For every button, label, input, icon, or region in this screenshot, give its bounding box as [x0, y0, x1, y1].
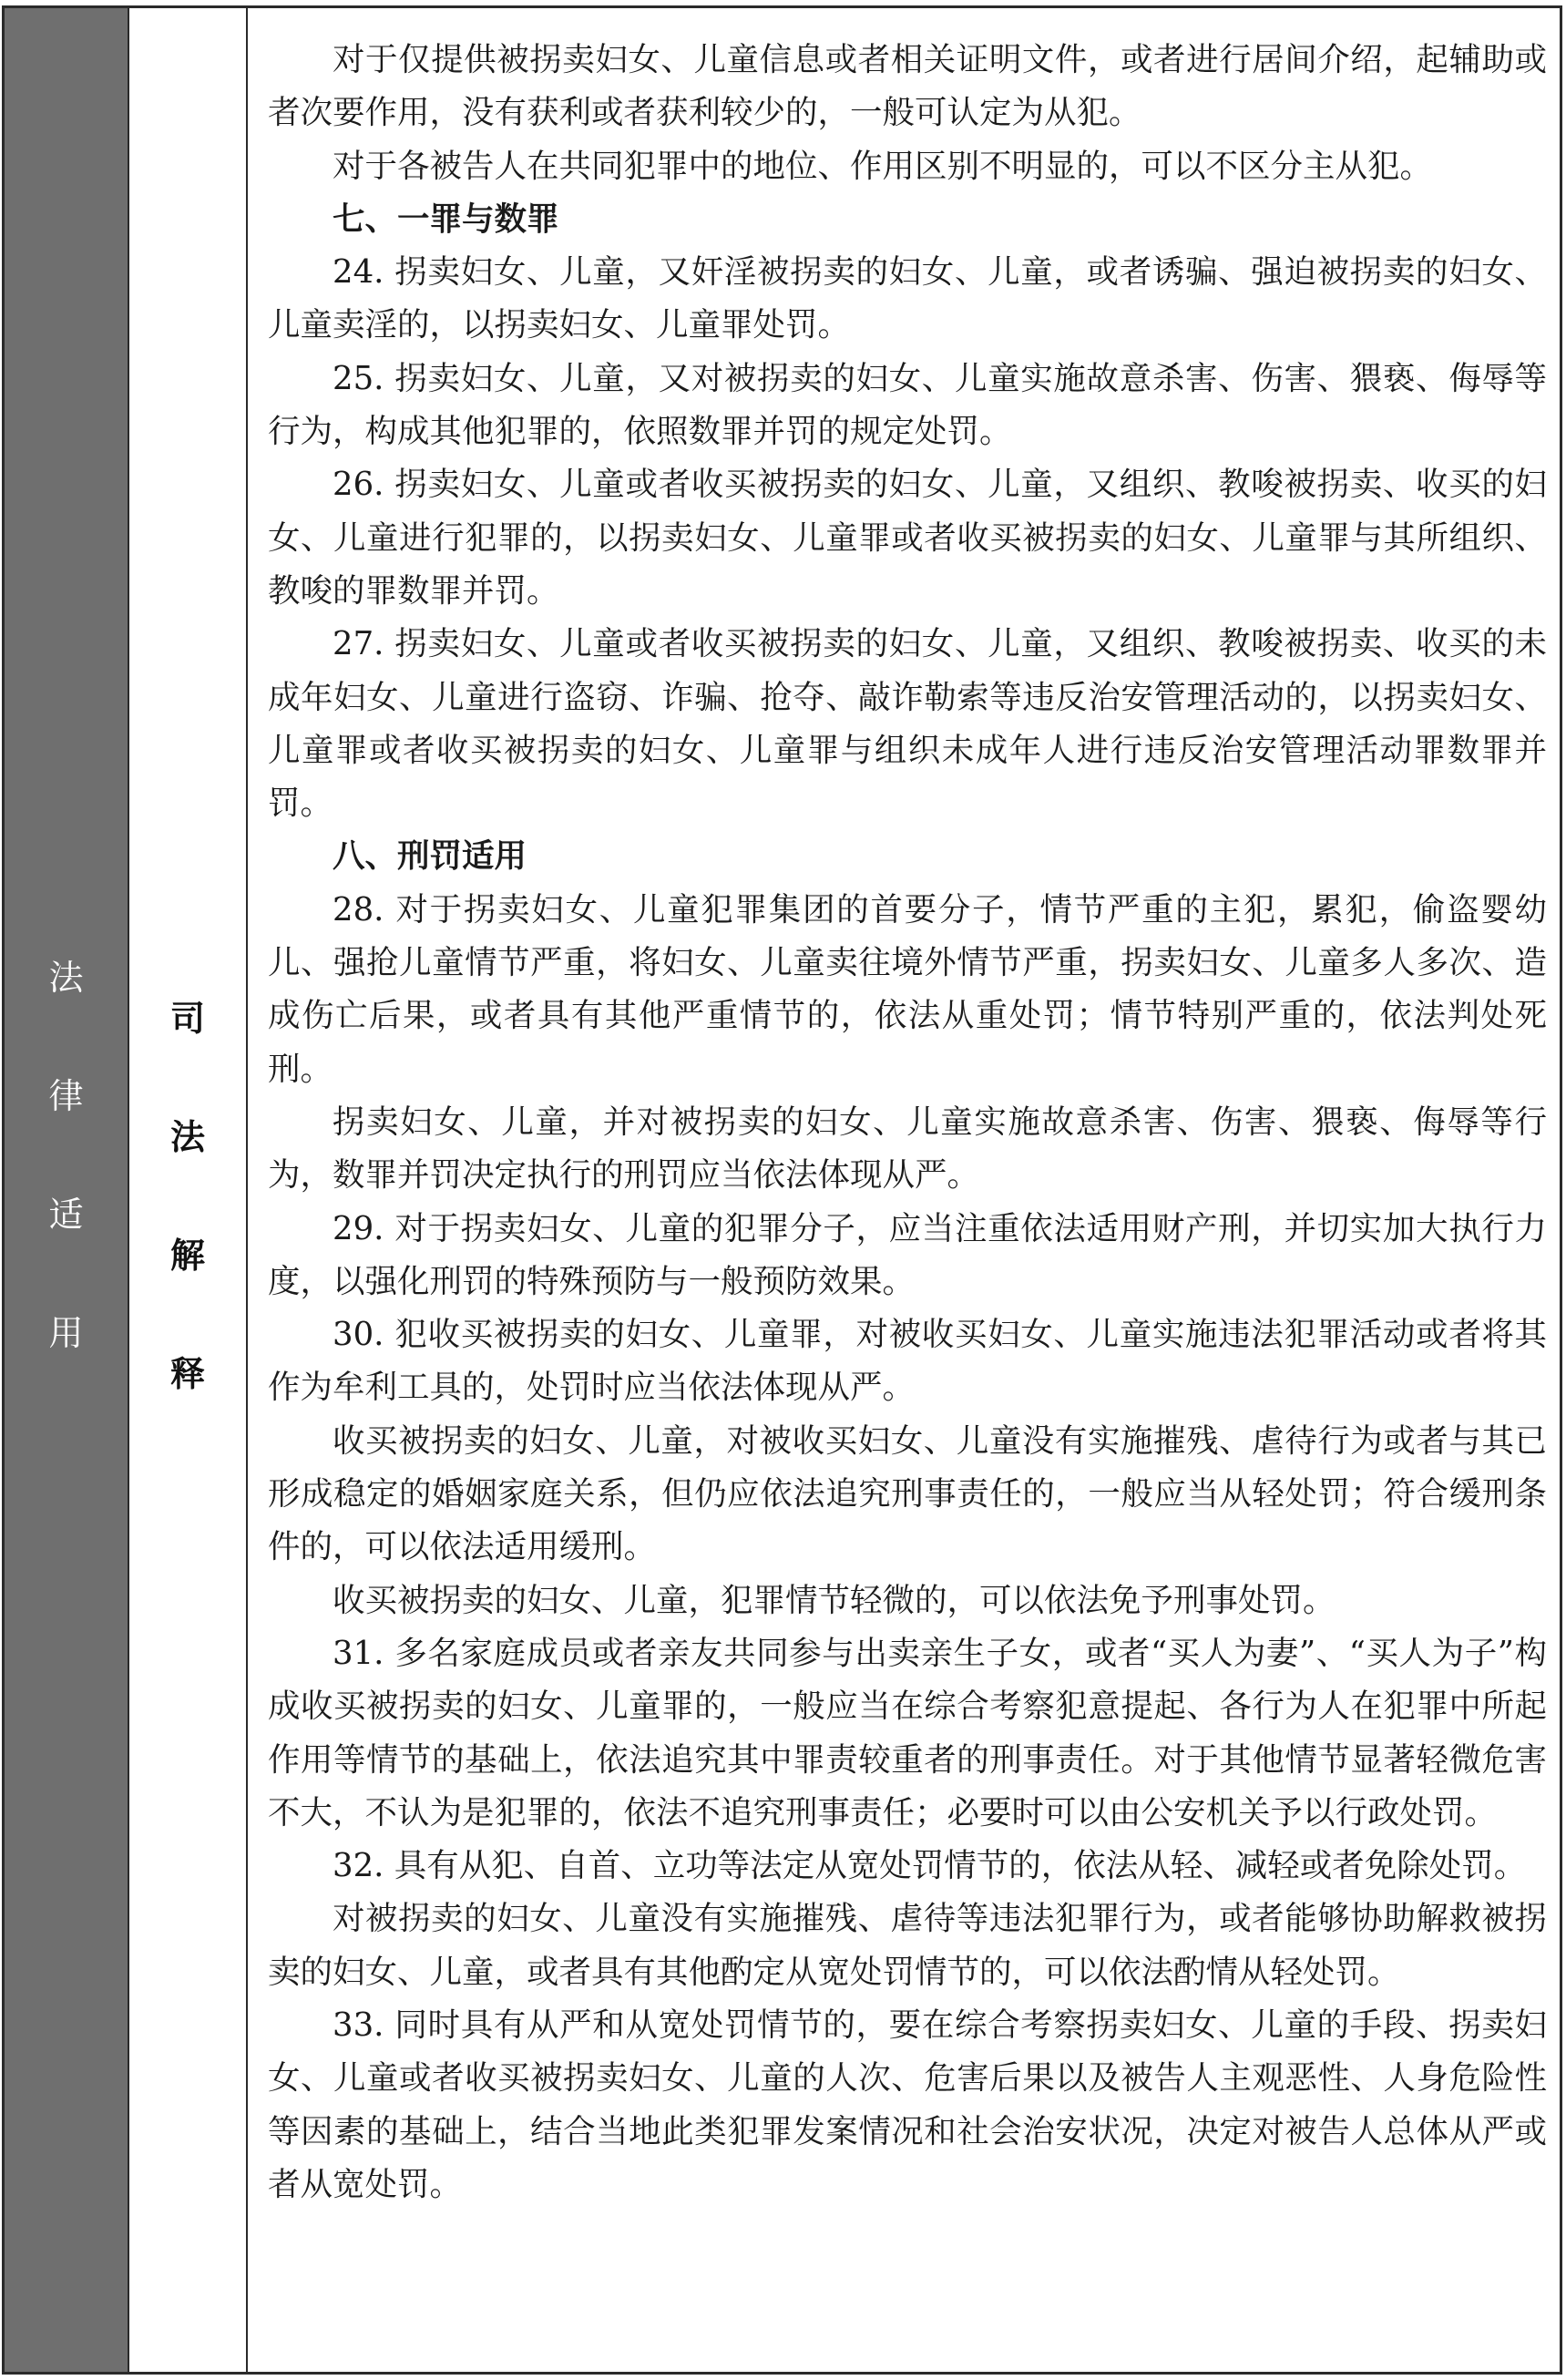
- category-char: 适: [48, 1195, 84, 1235]
- paragraph: 31. 多名家庭成员或者亲友共同参与出卖亲生子女，或者“买人为妻”、“买人为子”构成收买被拐卖的妇女、儿童罪的，一般应当在综合考察犯意提起、各行为人在犯罪中所起作用等情节的基础上，依法追究其中罪责较重者的刑事责任。对于其他情节显著轻微危害不大，不认为是犯罪的，依法不追究刑事责任；必要时可以由公安机关予以行政处罚。: [268, 1634, 1547, 1831]
- paragraph: 33. 同时具有从严和从宽处罚情节的，要在综合考察拐卖妇女、儿童的手段、拐卖妇女、儿童或者收买被拐卖妇女、儿童的人次、危害后果以及被告人主观恶性、人身危险性等因素的基础上，结合当地此类犯罪发案情况和社会治安状况，决定对被告人总体从严或者从宽处罚。: [268, 2006, 1547, 2203]
- section-heading: 八、刑罚适用: [333, 837, 527, 876]
- subcategory-char: 法: [169, 1116, 205, 1157]
- paragraph: 对被拐卖的妇女、儿童没有实施摧残、虐待等违法犯罪行为，或者能够协助解救被拐卖的妇女、儿童，或者具有其他酌定从宽处罚情节的，可以依法酌情从轻处罚。: [268, 1900, 1547, 1991]
- paragraph: 32. 具有从犯、自首、立功等法定从宽处罚情节的，依法从轻、减轻或者免除处罚。: [333, 1847, 1527, 1885]
- paragraph: 30. 犯收买被拐卖的妇女、儿童罪，对被收买妇女、儿童实施违法犯罪活动或者将其作为牟利工具的，处罚时应当依法体现从严。: [268, 1316, 1547, 1407]
- paragraph: 对于仅提供被拐卖妇女、儿童信息或者相关证明文件，或者进行居间介绍，起辅助或者次要作用，没有获利或者获利较少的，一般可认定为从犯。: [268, 41, 1547, 132]
- document-table: [2, 5, 1562, 2375]
- paragraph: 拐卖妇女、儿童，并对被拐卖的妇女、儿童实施故意杀害、伤害、猥亵、侮辱等行为，数罪并罚决定执行的刑罚应当依法体现从严。: [268, 1103, 1547, 1195]
- category-char: 律: [48, 1076, 84, 1116]
- paragraph: 25. 拐卖妇女、儿童，又对被拐卖的妇女、儿童实施故意杀害、伤害、猥亵、侮辱等行为，构成其他犯罪的，依照数罪并罚的规定处罚。: [268, 359, 1547, 451]
- paragraph: 对于各被告人在共同犯罪中的地位、作用区别不明显的，可以不区分主从犯。: [333, 147, 1433, 185]
- subcategory-char: 司: [169, 998, 205, 1039]
- paragraph: 29. 对于拐卖妇女、儿童的犯罪分子，应当注重依法适用财产刑，并切实加大执行力度，以强化刑罚的特殊预防与一般预防效果。: [268, 1209, 1547, 1300]
- paragraph: 28. 对于拐卖妇女、儿童犯罪集团的首要分子，情节严重的主犯，累犯，偷盗婴幼儿、强抢儿童情节严重，将妇女、儿童卖往境外情节严重，拐卖妇女、儿童多人多次、造成伤亡后果，或者具有其他严重情节的，依法从重处罚；情节特别严重的，依法判处死刑。: [268, 890, 1547, 1088]
- subcategory-column: [129, 8, 248, 2372]
- category-column: [5, 8, 129, 2372]
- content-cell: [248, 8, 1560, 2372]
- subcategory-char: 解: [169, 1235, 205, 1276]
- subcategory-char: 释: [169, 1353, 205, 1394]
- category-char: 法: [48, 958, 84, 998]
- section-heading: 七、一罪与数罪: [333, 200, 559, 238]
- paragraph: 收买被拐卖的妇女、儿童，对被收买妇女、儿童没有实施摧残、虐待行为或者与其已形成稳定的婚姻家庭关系，但仍应依法追究刑事责任的，一般应当从轻处罚；符合缓刑条件的，可以依法适用缓刑。: [268, 1421, 1547, 1566]
- paragraph: 24. 拐卖妇女、儿童，又奸淫被拐卖的妇女、儿童，或者诱骗、强迫被拐卖的妇女、儿童卖淫的，以拐卖妇女、儿童罪处罚。: [268, 253, 1547, 344]
- category-char: 用: [48, 1313, 84, 1353]
- paragraph: 收买被拐卖的妇女、儿童，犯罪情节轻微的，可以依法免予刑事处罚。: [333, 1581, 1336, 1619]
- paragraph: 27. 拐卖妇女、儿童或者收买被拐卖的妇女、儿童，又组织、教唆被拐卖、收买的未成年妇女、儿童进行盗窃、诈骗、抢夺、敲诈勒索等违反治安管理活动的，以拐卖妇女、儿童罪或者收买被拐卖的妇女、儿童罪与组织未成年人进行违反治安管理活动罪数罪并罚。: [268, 625, 1547, 823]
- paragraph: 26. 拐卖妇女、儿童或者收买被拐卖的妇女、儿童，又组织、教唆被拐卖、收买的妇女、儿童进行犯罪的，以拐卖妇女、儿童罪或者收买被拐卖的妇女、儿童罪与其所组织、教唆的罪数罪并罚。: [268, 466, 1547, 610]
